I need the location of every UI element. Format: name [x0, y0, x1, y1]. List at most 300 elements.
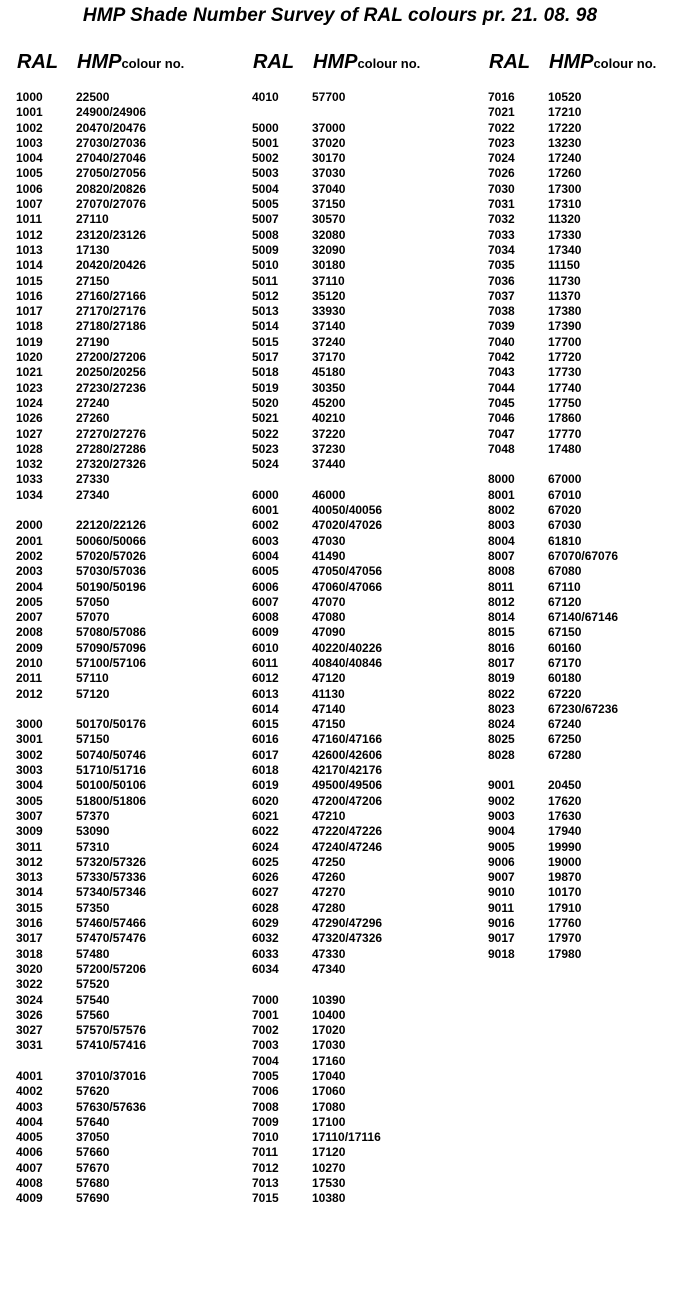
hmp-code: 51710/51716: [76, 763, 147, 778]
ral-code: 7013: [252, 1176, 279, 1191]
ral-code: 7000: [252, 992, 279, 1007]
hmp-code: 10520: [548, 90, 582, 104]
hmp-code: 10380: [312, 1191, 346, 1206]
ral-code: 5019: [252, 380, 279, 395]
ral-code: 6010: [252, 640, 279, 655]
hmp-code: 27150: [76, 273, 110, 288]
hmp-code: 17530: [312, 1176, 346, 1191]
hmp-code: 27280/27286: [76, 441, 147, 456]
ral-code: 6000: [252, 487, 279, 502]
hmp-code: 17120: [312, 1145, 346, 1160]
hmp-code: 27050/27056: [76, 166, 147, 181]
hmp-code: 27230/27236: [76, 380, 147, 395]
hmp-code: 67170: [548, 655, 582, 670]
ral-code: 9006: [488, 854, 515, 869]
hmp-code: 27110: [76, 212, 109, 227]
ral-code: 1034: [16, 487, 43, 502]
ral-code: 4003: [16, 1099, 43, 1114]
ral-code: 7047: [488, 426, 515, 441]
ral-code: 3013: [16, 870, 43, 885]
hmp-code: 67140/67146: [548, 610, 619, 625]
hmp-code: 57640: [76, 1114, 110, 1129]
ral-code: 5007: [252, 212, 279, 227]
ral-code: 7046: [488, 411, 515, 426]
ral-code: 8015: [488, 625, 515, 640]
ral-code: 1028: [16, 441, 43, 456]
ral-code: 6013: [252, 686, 279, 701]
ral-code: 7005: [252, 1069, 279, 1083]
hmp-code: 10270: [312, 1160, 346, 1175]
hmp-code: 47240/47246: [312, 839, 383, 854]
ral-code: 3007: [16, 808, 43, 823]
ral-code: 8003: [488, 518, 515, 533]
ral-code: 6004: [252, 548, 279, 563]
ral-code: 6005: [252, 564, 279, 579]
hmp-code: 57460/57466: [76, 916, 147, 931]
ral-code: 1017: [16, 304, 43, 319]
ral-code: 1006: [16, 181, 43, 196]
ral-code: 5014: [252, 319, 279, 334]
ral-code: 1012: [16, 227, 43, 242]
ral-code: 7008: [252, 1099, 279, 1114]
hmp-code: 13230: [548, 135, 582, 150]
hmp-code: 32080: [312, 227, 346, 242]
ral-code: 3005: [16, 793, 43, 808]
ral-code: 3018: [16, 946, 43, 961]
hmp-code: 57410/57416: [76, 1038, 147, 1053]
hmp-code: 11730: [548, 273, 581, 288]
hmp-code: 27200/27206: [76, 350, 147, 365]
ral-code: 2009: [16, 640, 43, 655]
hmp-code: 19870: [548, 870, 582, 885]
hmp-code: 47260: [312, 870, 346, 885]
hmp-code: 17060: [312, 1084, 346, 1099]
hmp-code: 57090/57096: [76, 640, 147, 655]
hmp-code: 37000: [312, 120, 346, 135]
ral-code: 1014: [16, 258, 43, 273]
ral-code: 1005: [16, 166, 43, 181]
hmp-code: 41130: [312, 686, 345, 701]
hmp-code: 57340/57346: [76, 885, 147, 900]
hmp-code: 27040/27046: [76, 151, 147, 166]
ral-code: 5024: [252, 457, 279, 472]
ral-code: 4010: [252, 90, 279, 104]
ral-code: 8024: [488, 717, 515, 732]
hmp-code: 51800/51806: [76, 793, 147, 808]
ral-code: 5021: [252, 411, 279, 426]
ral-code: 4005: [16, 1130, 43, 1145]
ral-code: 1004: [16, 151, 43, 166]
hmp-code: 37050: [76, 1130, 110, 1145]
ral-code: 1033: [16, 472, 43, 487]
hmp-code: 42170/42176: [312, 763, 383, 778]
ral-code: 1016: [16, 288, 43, 303]
ral-code: 6032: [252, 931, 279, 946]
ral-code: 5001: [252, 135, 279, 150]
ral-code: 4007: [16, 1160, 43, 1175]
hmp-code: 30180: [312, 258, 346, 273]
ral-code: 1020: [16, 350, 43, 365]
hmp-code: 17700: [548, 334, 582, 349]
hmp-code: 17380: [548, 304, 582, 319]
hmp-code: 27180/27186: [76, 319, 147, 334]
ral-code: 6008: [252, 610, 279, 625]
ral-code: 6033: [252, 946, 279, 961]
hmp-code: 50740/50746: [76, 747, 147, 762]
hmp-code: 47330: [312, 946, 346, 961]
hmp-code: 57690: [76, 1191, 110, 1206]
hmp-code: 57470/57476: [76, 931, 147, 946]
ral-code: 6015: [252, 717, 279, 732]
ral-code: 7032: [488, 212, 515, 227]
ral-code: 7033: [488, 227, 515, 242]
hmp-code: 20470/20476: [76, 120, 147, 135]
ral-code: 2005: [16, 594, 43, 609]
ral-code: 6017: [252, 747, 279, 762]
hmp-code: 37220: [312, 426, 346, 441]
ral-code: 8001: [488, 487, 515, 502]
ral-code: 5005: [252, 197, 279, 212]
ral-code: 1027: [16, 426, 43, 441]
ral-code: 6028: [252, 900, 279, 915]
ral-code: 9005: [488, 839, 515, 854]
ral-code: 3015: [16, 900, 43, 915]
hmp-code: 27070/27076: [76, 197, 147, 212]
hmp-code: 47210: [312, 808, 346, 823]
hmp-code: 17210: [548, 105, 582, 120]
hmp-code: 67080: [548, 564, 582, 579]
ral-code: 9004: [488, 824, 515, 839]
ral-code: 4009: [16, 1191, 43, 1206]
hmp-code: 40210: [312, 411, 346, 426]
ral-header: RAL: [253, 51, 295, 73]
ral-code: 6006: [252, 579, 279, 594]
ral-code: 8014: [488, 610, 515, 625]
ral-code: 6026: [252, 870, 279, 885]
ral-code: 5000: [252, 120, 279, 135]
ral-code: 7015: [252, 1191, 279, 1206]
hmp-code: 53090: [76, 824, 110, 839]
ral-code: 5012: [252, 288, 279, 303]
hmp-code: 47220/47226: [312, 824, 383, 839]
hmp-code: 57120: [76, 686, 110, 701]
hmp-code: 27320/27326: [76, 457, 147, 472]
hmp-code: 27030/27036: [76, 135, 147, 150]
hmp-code: 67120: [548, 594, 582, 609]
hmp-code: 17110/17116: [312, 1130, 381, 1145]
ral-code: 1013: [16, 242, 43, 257]
hmp-code: 57080/57086: [76, 625, 147, 640]
hmp-code: 67030: [548, 518, 582, 533]
hmp-code: 20250/20256: [76, 365, 147, 380]
ral-code: 4008: [16, 1176, 43, 1191]
hmp-code: 22500: [76, 90, 110, 104]
hmp-code: 37240: [312, 334, 346, 349]
ral-code: 7038: [488, 304, 515, 319]
hmp-code: 30350: [312, 380, 346, 395]
hmp-code: 50170/50176: [76, 717, 147, 732]
ral-code: 8022: [488, 686, 515, 701]
ral-code: 9016: [488, 916, 515, 931]
hmp-code: 24900/24906: [76, 105, 147, 120]
hmp-code: 19000: [548, 854, 582, 869]
hmp-code: 17240: [548, 151, 582, 166]
hmp-code: 47070: [312, 594, 346, 609]
ral-code: 2010: [16, 655, 43, 670]
hmp-code: 57570/57576: [76, 1023, 147, 1038]
hmp-code: 67010: [548, 487, 582, 502]
hmp-code: 57370: [76, 808, 110, 823]
ral-code: 7044: [488, 380, 515, 395]
ral-code: 7045: [488, 395, 515, 410]
hmp-code: 17260: [548, 166, 582, 181]
hmp-code: 57200/57206: [76, 961, 147, 976]
hmp-code: 27260: [76, 411, 110, 426]
ral-header: RAL: [17, 51, 59, 73]
ral-code: 7001: [252, 1007, 279, 1022]
hmp-code: 37170: [312, 350, 346, 365]
ral-code: 9017: [488, 931, 515, 946]
ral-code: 6014: [252, 701, 279, 716]
hmp-code: 47270: [312, 885, 346, 900]
ral-code: 6022: [252, 824, 279, 839]
ral-code: 5018: [252, 365, 279, 380]
hmp-code: 17310: [548, 197, 582, 212]
ral-code: 5013: [252, 304, 279, 319]
ral-code: 1026: [16, 411, 43, 426]
ral-code: 5003: [252, 166, 279, 181]
ral-code: 7009: [252, 1114, 279, 1129]
ral-code: 3024: [16, 992, 43, 1007]
hmp-header: HMPcolour no.: [77, 51, 185, 73]
hmp-code: 57630/57636: [76, 1099, 147, 1114]
hmp-code: 47200/47206: [312, 793, 383, 808]
ral-code: 9003: [488, 808, 515, 823]
hmp-code: 47050/47056: [312, 564, 383, 579]
ral-code: 8017: [488, 655, 515, 670]
ral-code: 3017: [16, 931, 43, 946]
ral-code: 7012: [252, 1160, 279, 1175]
ral-code: 7048: [488, 441, 515, 456]
ral-code: 2000: [16, 518, 43, 533]
hmp-code: 17630: [548, 808, 582, 823]
hmp-code: 47280: [312, 900, 346, 915]
ral-code: 4002: [16, 1084, 43, 1099]
hmp-code: 11150: [548, 258, 581, 273]
page-title: HMP Shade Number Survey of RAL colours pr. 21. 08. 98: [82, 5, 598, 26]
ral-code: 1002: [16, 120, 43, 135]
hmp-code: 17130: [76, 242, 110, 257]
hmp-code: 40050/40056: [312, 503, 383, 518]
ral-code: 7002: [252, 1023, 279, 1038]
hmp-code: 67230/67236: [548, 701, 619, 716]
ral-code: 1000: [16, 90, 43, 104]
ral-code: 3020: [16, 961, 43, 976]
ral-code: 3031: [16, 1038, 43, 1053]
hmp-code: 20820/20826: [76, 181, 147, 196]
ral-code: 8025: [488, 732, 515, 747]
hmp-code: 67110: [548, 579, 581, 594]
ral-code: 5009: [252, 242, 279, 257]
ral-code: 6018: [252, 763, 279, 778]
ral-code: 6034: [252, 961, 279, 976]
hmp-code: 57660: [76, 1145, 110, 1160]
hmp-code: 47120: [312, 671, 346, 686]
ral-code: 7022: [488, 120, 515, 135]
hmp-code: 47030: [312, 533, 346, 548]
hmp-code: 11370: [548, 288, 581, 303]
hmp-code: 57310: [76, 839, 110, 854]
hmp-code: 17910: [548, 900, 582, 915]
ral-code: 4004: [16, 1114, 43, 1129]
hmp-code: 17080: [312, 1099, 346, 1114]
hmp-code: 57680: [76, 1176, 110, 1191]
ral-code: 5011: [252, 273, 279, 288]
hmp-code: 40220/40226: [312, 640, 383, 655]
hmp-code: 50190/50196: [76, 579, 147, 594]
hmp-code: 23120/23126: [76, 227, 147, 242]
ral-code: 7003: [252, 1038, 279, 1053]
hmp-code: 57320/57326: [76, 854, 147, 869]
ral-code: 5023: [252, 441, 279, 456]
ral-code: 1023: [16, 380, 43, 395]
hmp-code: 17970: [548, 931, 582, 946]
hmp-code: 37440: [312, 457, 346, 472]
hmp-code: 17750: [548, 395, 582, 410]
ral-code: 1018: [16, 319, 43, 334]
hmp-code: 27190: [76, 334, 110, 349]
hmp-code: 10400: [312, 1007, 346, 1022]
hmp-code: 61810: [548, 533, 582, 548]
hmp-code: 67070/67076: [548, 548, 619, 563]
hmp-code: 47160/47166: [312, 732, 383, 747]
ral-code: 6029: [252, 916, 279, 931]
ral-code: 3014: [16, 885, 43, 900]
hmp-code: 45200: [312, 395, 346, 410]
ral-code: 7034: [488, 242, 515, 257]
hmp-code: 57150: [76, 732, 110, 747]
hmp-code: 37020: [312, 135, 346, 150]
hmp-code: 17390: [548, 319, 582, 334]
hmp-code: 11320: [548, 212, 581, 227]
ral-code: 5022: [252, 426, 279, 441]
ral-code: 3012: [16, 854, 43, 869]
hmp-code: 47290/47296: [312, 916, 383, 931]
ral-code: 8007: [488, 548, 515, 563]
hmp-code: 17020: [312, 1023, 346, 1038]
hmp-code: 45180: [312, 365, 346, 380]
hmp-code: 47090: [312, 625, 346, 640]
hmp-code: 47080: [312, 610, 346, 625]
ral-code: 2001: [16, 533, 43, 548]
hmp-code: 17220: [548, 120, 582, 135]
ral-code: 3009: [16, 824, 43, 839]
ral-header: RAL: [489, 51, 531, 73]
hmp-code: 33930: [312, 304, 346, 319]
hmp-code: 57480: [76, 946, 110, 961]
ral-code: 1001: [16, 105, 43, 120]
ral-code: 6021: [252, 808, 279, 823]
hmp-code: 20420/20426: [76, 258, 147, 273]
ral-code: 1003: [16, 135, 43, 150]
ral-code: 1032: [16, 457, 43, 472]
hmp-code: 41490: [312, 548, 346, 563]
ral-code: 8012: [488, 594, 515, 609]
ral-code: 7026: [488, 166, 515, 181]
ral-code: 9002: [488, 793, 515, 808]
hmp-code: 57700: [312, 90, 346, 104]
ral-code: 3002: [16, 747, 43, 762]
ral-code: 2007: [16, 610, 43, 625]
ral-code: 7043: [488, 365, 515, 380]
hmp-code: 27270/27276: [76, 426, 147, 441]
hmp-code: 40840/40846: [312, 655, 383, 670]
ral-code: 7039: [488, 319, 515, 334]
ral-code: 5002: [252, 151, 279, 166]
ral-code: 8004: [488, 533, 515, 548]
ral-code: 3027: [16, 1023, 43, 1038]
ral-code: 8008: [488, 564, 515, 579]
hmp-code: 17860: [548, 411, 582, 426]
hmp-code: 57350: [76, 900, 110, 915]
hmp-code: 49500/49506: [312, 778, 383, 793]
ral-code: 6016: [252, 732, 279, 747]
hmp-code: 17100: [312, 1114, 346, 1129]
hmp-code: 37030: [312, 166, 346, 181]
hmp-header: HMPcolour no.: [549, 51, 657, 73]
ral-code: 8023: [488, 701, 515, 716]
ral-code: 2002: [16, 548, 43, 563]
ral-code: 6019: [252, 778, 279, 793]
hmp-code: 50060/50066: [76, 533, 147, 548]
ral-code: 5008: [252, 227, 279, 242]
hmp-code: 17770: [548, 426, 582, 441]
ral-code: 6011: [252, 655, 279, 670]
hmp-code: 27330: [76, 472, 110, 487]
hmp-code: 19990: [548, 839, 582, 854]
hmp-code: 17040: [312, 1069, 346, 1083]
ral-code: 7035: [488, 258, 515, 273]
ral-code: 5004: [252, 181, 279, 196]
ral-code: 3022: [16, 977, 43, 992]
ral-code: 4006: [16, 1145, 43, 1160]
ral-code: 6025: [252, 854, 279, 869]
hmp-code: 67250: [548, 732, 582, 747]
ral-code: 6003: [252, 533, 279, 548]
ral-code: 2004: [16, 579, 43, 594]
hmp-code: 47320/47326: [312, 931, 383, 946]
ral-code: 7023: [488, 135, 515, 150]
hmp-code: 35120: [312, 288, 346, 303]
hmp-code: 32090: [312, 242, 346, 257]
hmp-code: 57620: [76, 1084, 110, 1099]
hmp-code: 17340: [548, 242, 582, 257]
ral-code: 8000: [488, 472, 515, 487]
hmp-code: 57560: [76, 1007, 110, 1022]
hmp-code: 60160: [548, 640, 582, 655]
hmp-code: 47020/47026: [312, 518, 383, 533]
ral-code: 9011: [488, 900, 515, 915]
hmp-code: 67150: [548, 625, 582, 640]
ral-code: 2012: [16, 686, 43, 701]
hmp-code: 17940: [548, 824, 582, 839]
hmp-code: 50100/50106: [76, 778, 147, 793]
ral-code: 7021: [488, 105, 515, 120]
hmp-code: 57520: [76, 977, 110, 992]
ral-code: 2008: [16, 625, 43, 640]
hmp-code: 42600/42606: [312, 747, 383, 762]
ral-code: 7037: [488, 288, 515, 303]
